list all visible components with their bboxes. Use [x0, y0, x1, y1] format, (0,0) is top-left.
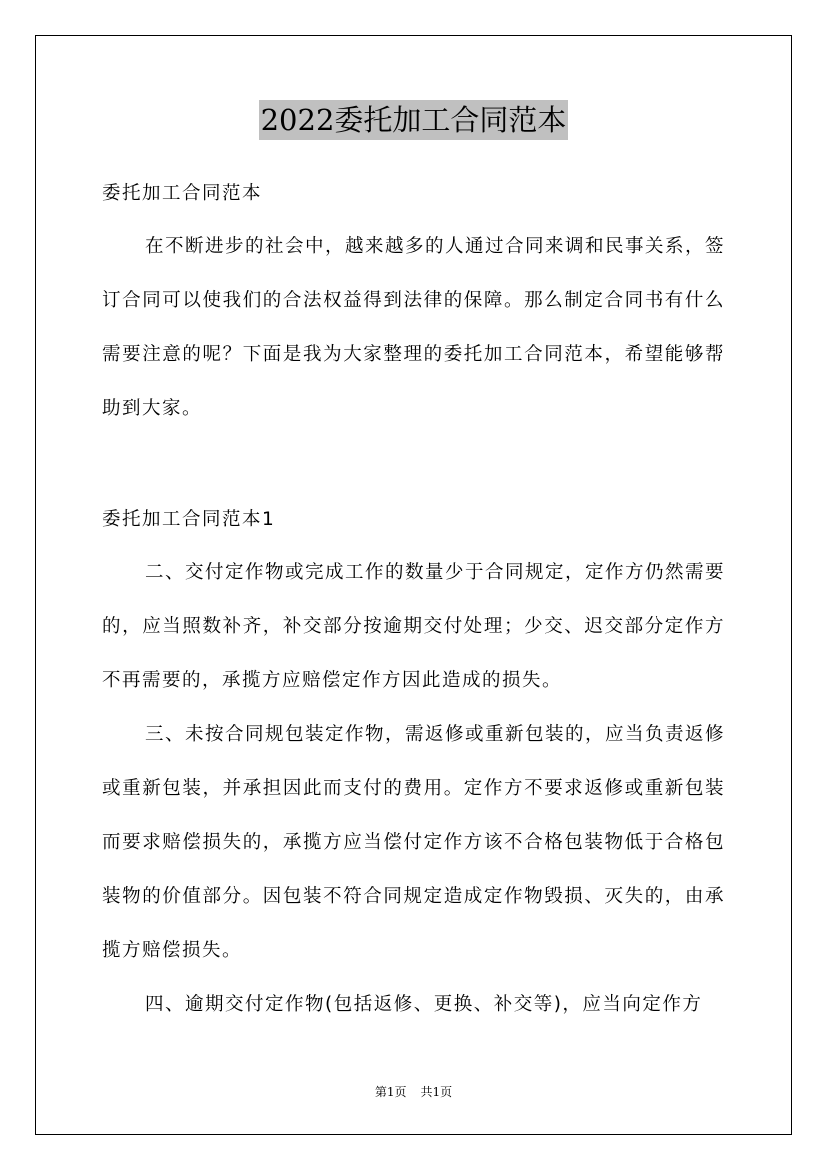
section-heading-block [102, 506, 725, 534]
intro-heading-block [102, 180, 725, 208]
intro-paragraph: 在不断进步的社会中，越来越多的人通过合同来调和民事关系，签订合同可以使我们的合法权益得到法律的保障。那么制定合同书有什么需要注意的呢？下面是我为大家整理的委托加工合同范本，希望能够帮助到大家。 [102, 236, 726, 419]
page-total: 共1页 [420, 1085, 453, 1099]
title-container [0, 100, 827, 140]
section-body [102, 546, 725, 1032]
section-heading: 委托加工合同范本1 [102, 509, 276, 530]
intro-paragraph-block [102, 220, 725, 436]
clause-paragraph-3: 三、未按合同规包装定作物，需返修或重新包装的，应当负责返修或重新包装，并承担因此而支付的费用。定作方不要求返修或重新包装而要求赔偿损失的，承揽方应当偿付定作方该不合格包装物低于合格包装物的价值部分。因包装不符合同规定造成定作物毁损、灭失的，由承揽方赔偿损失。 [102, 724, 726, 961]
document-title: 2022委托加工合同范本 [259, 100, 569, 140]
clause-paragraph-2: 二、交付定作物或完成工作的数量少于合同规定，定作方仍然需要的，应当照数补齐，补交部分按逾期交付处理；少交、迟交部分定作方不再需要的，承揽方应赔偿定作方因此造成的损失。 [102, 562, 726, 691]
page-number: 第1页 [374, 1085, 407, 1099]
clause-paragraph-4: 四、逾期交付定作物(包括返修、更换、补交等)，应当向定作方 [145, 994, 703, 1015]
intro-heading: 委托加工合同范本 [102, 183, 263, 204]
page-footer [0, 1084, 827, 1100]
